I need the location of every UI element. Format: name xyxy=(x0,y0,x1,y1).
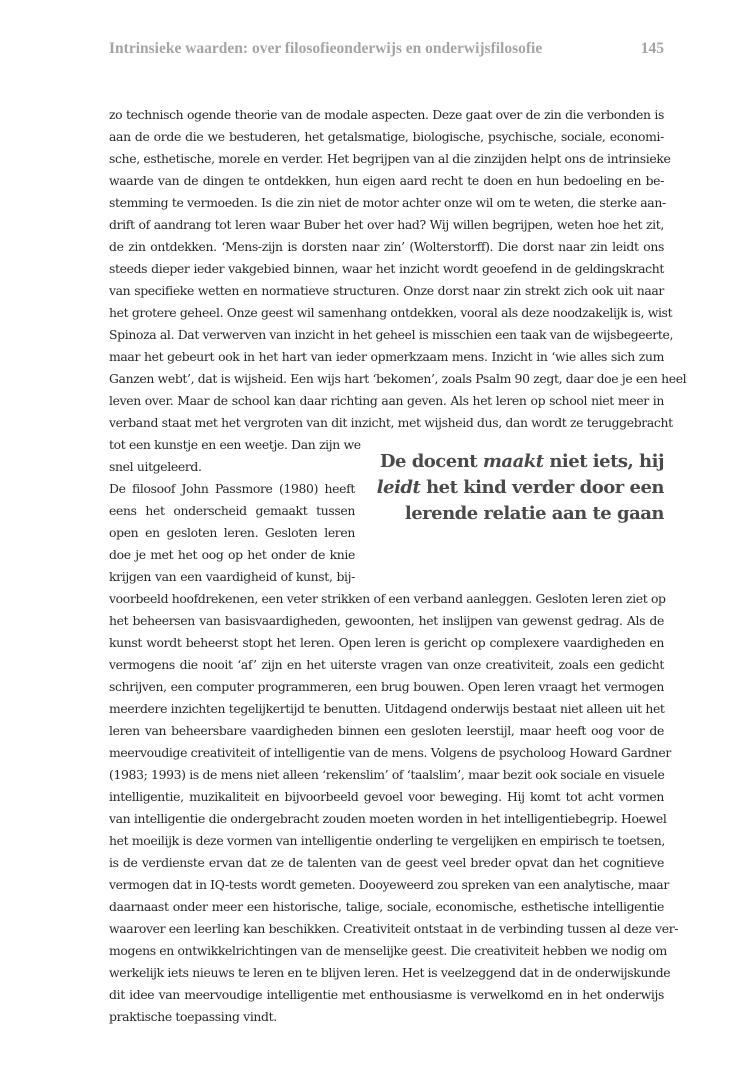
running-head xyxy=(109,40,664,62)
body-line: (1983; 1993) is de mens niet alleen ‘rekenslim’ of ‘taalslim’, maar bezit ook sociale en visuele xyxy=(109,767,665,782)
body-line: leren van beheersbare vaardigheden binnen een gesloten leerstijl, maar heeft oog voor de xyxy=(109,723,664,738)
body-line: is de verdienste ervan dat ze de talenten van de geest veel breder opvat dan het cognitieve xyxy=(109,855,664,870)
body-line: voorbeeld hoofdrekenen, een veter strikken of een verband aanleggen. Gesloten leren ziet op xyxy=(109,591,666,606)
body-line: kunst wordt beheerst stopt het leren. Open leren is gericht op complexere vaardigheden en xyxy=(109,635,664,650)
body-line: sche, esthetische, morele en verder. Het begrijpen van al die zinzijden helpt ons de intrinsieke xyxy=(109,151,671,166)
body-line: snel uitgeleerd. xyxy=(109,459,202,474)
body-line: aan de orde die we bestuderen, het getalsmatige, biologische, psychische, sociale, economi- xyxy=(109,129,664,144)
body-line: intelligentie, muzikaliteit en bijvoorbeeld gevoel voor beweging. Hij komt tot acht vormen xyxy=(109,789,664,804)
body-line: het grotere geheel. Onze geest wil samenhang ontdekken, vooral als deze noodzakelijk is, wist xyxy=(109,305,673,320)
body-line: praktische toepassing vindt. xyxy=(109,1009,277,1024)
page-number: 145 xyxy=(640,40,664,57)
body-line: Spinoza al. Dat verwerven van inzicht in het geheel is misschien een taak van de wijsbegeerte, xyxy=(109,327,674,342)
body-line: tot een kunstje en een weetje. Dan zijn we xyxy=(109,437,361,452)
body-line: waarde van de dingen te ontdekken, hun eigen aard recht te doen en hun bedoeling en be- xyxy=(109,173,664,188)
body-line: van specifieke wetten en normatieve structuren. Onze dorst naar zin strekt zich ook uit naar xyxy=(109,283,664,298)
body-line: schrijven, een computer programmeren, een brug bouwen. Open leren vraagt het vermogen xyxy=(109,679,664,694)
running-head-title: Intrinsieke waarden: over filosofieonderwijs en onderwijsfilosofie xyxy=(109,40,543,57)
body-line: steeds dieper ieder vakgebied binnen, waar het inzicht wordt geoefend in de geldingskracht xyxy=(109,261,664,276)
body-line: dit idee van meervoudige intelligentie met enthousiasme is verwelkomd en in het onderwijs xyxy=(109,987,664,1002)
body-line: het moeilijk is deze vormen van intelligentie onderling te vergelijken en empirisch te toetsen, xyxy=(109,833,665,848)
body-line: De filosoof John Passmore (1980) heeft xyxy=(109,481,355,496)
body-line: werkelijk iets nieuws te leren en te blijven leren. Het is veelzeggend dat in de onderwijskunde xyxy=(109,965,671,980)
body-line: krijgen van een vaardigheid of kunst, bij- xyxy=(109,569,355,584)
body-line: Ganzen webt’, dat is wijsheid. Een wijs hart ‘bekomen’, zoals Psalm 90 zegt, daar doe je een heel xyxy=(109,371,687,386)
pull-quote-line: lerende relatie aan te gaan xyxy=(404,503,664,524)
body-line: verband staat met het vergroten van dit inzicht, met wijsheid dus, dan wordt ze teruggebracht xyxy=(109,415,673,430)
body-line: meerdere inzichten tegelijkertijd te benutten. Uitdagend onderwijs bestaat niet alleen uit het xyxy=(109,701,665,716)
body-line: zo technisch ogende theorie van de modale aspecten. Deze gaat over de zin die verbonden is xyxy=(109,107,664,122)
body-line: drift of aandrang tot leren waar Buber het over had? Wij willen begrijpen, weten hoe het zit, xyxy=(109,217,664,232)
body-line: open en gesloten leren. Gesloten leren xyxy=(109,525,355,540)
pull-quote-line: leidt het kind verder door een xyxy=(376,477,664,498)
body-line: maar het gebeurt ook in het hart van ieder opmerkzaam mens. Inzicht in ‘wie alles sich zum xyxy=(109,349,664,364)
body-line: leven over. Maar de school kan daar richting aan geven. Als het leren op school niet meer in xyxy=(109,393,664,408)
body-line: vermogens die nooit ‘af’ zijn en het uiterste vragen van onze creativiteit, zoals een gedicht xyxy=(109,657,664,672)
body-line: mogens en ontwikkelrichtingen van de menselijke geest. Die creativiteit hebben we nodig om xyxy=(109,943,667,958)
body-line: het beheersen van basisvaardigheden, gewoonten, het inslijpen van gewenst gedrag. Als de xyxy=(109,613,664,628)
pull-quote xyxy=(370,449,664,529)
body-line: stemming te vermoeden. Is die zin niet de motor achter onze wil om te weten, die sterke aan- xyxy=(109,195,666,210)
body-line: vermogen dat in IQ-tests wordt gemeten. Dooyeweerd zou spreken van een analytische, maar xyxy=(109,877,669,892)
pull-quote-line: De docent maakt niet iets, hij xyxy=(379,451,664,472)
body-line: de zin ontdekken. ‘Mens-zijn is dorsten naar zin’ (Wolterstorff). Die dorst naar zin leidt ons xyxy=(109,239,664,254)
body-line: meervoudige creativiteit of intelligentie van de mens. Volgens de psycholoog Howard Gardner xyxy=(109,745,671,760)
body-line: daarnaast onder meer een historische, talige, sociale, economische, esthetische intelligentie xyxy=(109,899,664,914)
body-line: doe je met het oog op het onder de knie xyxy=(109,547,355,562)
body-line: van intelligentie die ondergebracht zouden moeten worden in het intelligentiebegrip. Hoewel xyxy=(109,811,667,826)
body-line: waarover een leerling kan beschikken. Creativiteit ontstaat in de verbinding tussen al deze ver- xyxy=(109,921,679,936)
body-line: eens het onderscheid gemaakt tussen xyxy=(109,503,355,518)
